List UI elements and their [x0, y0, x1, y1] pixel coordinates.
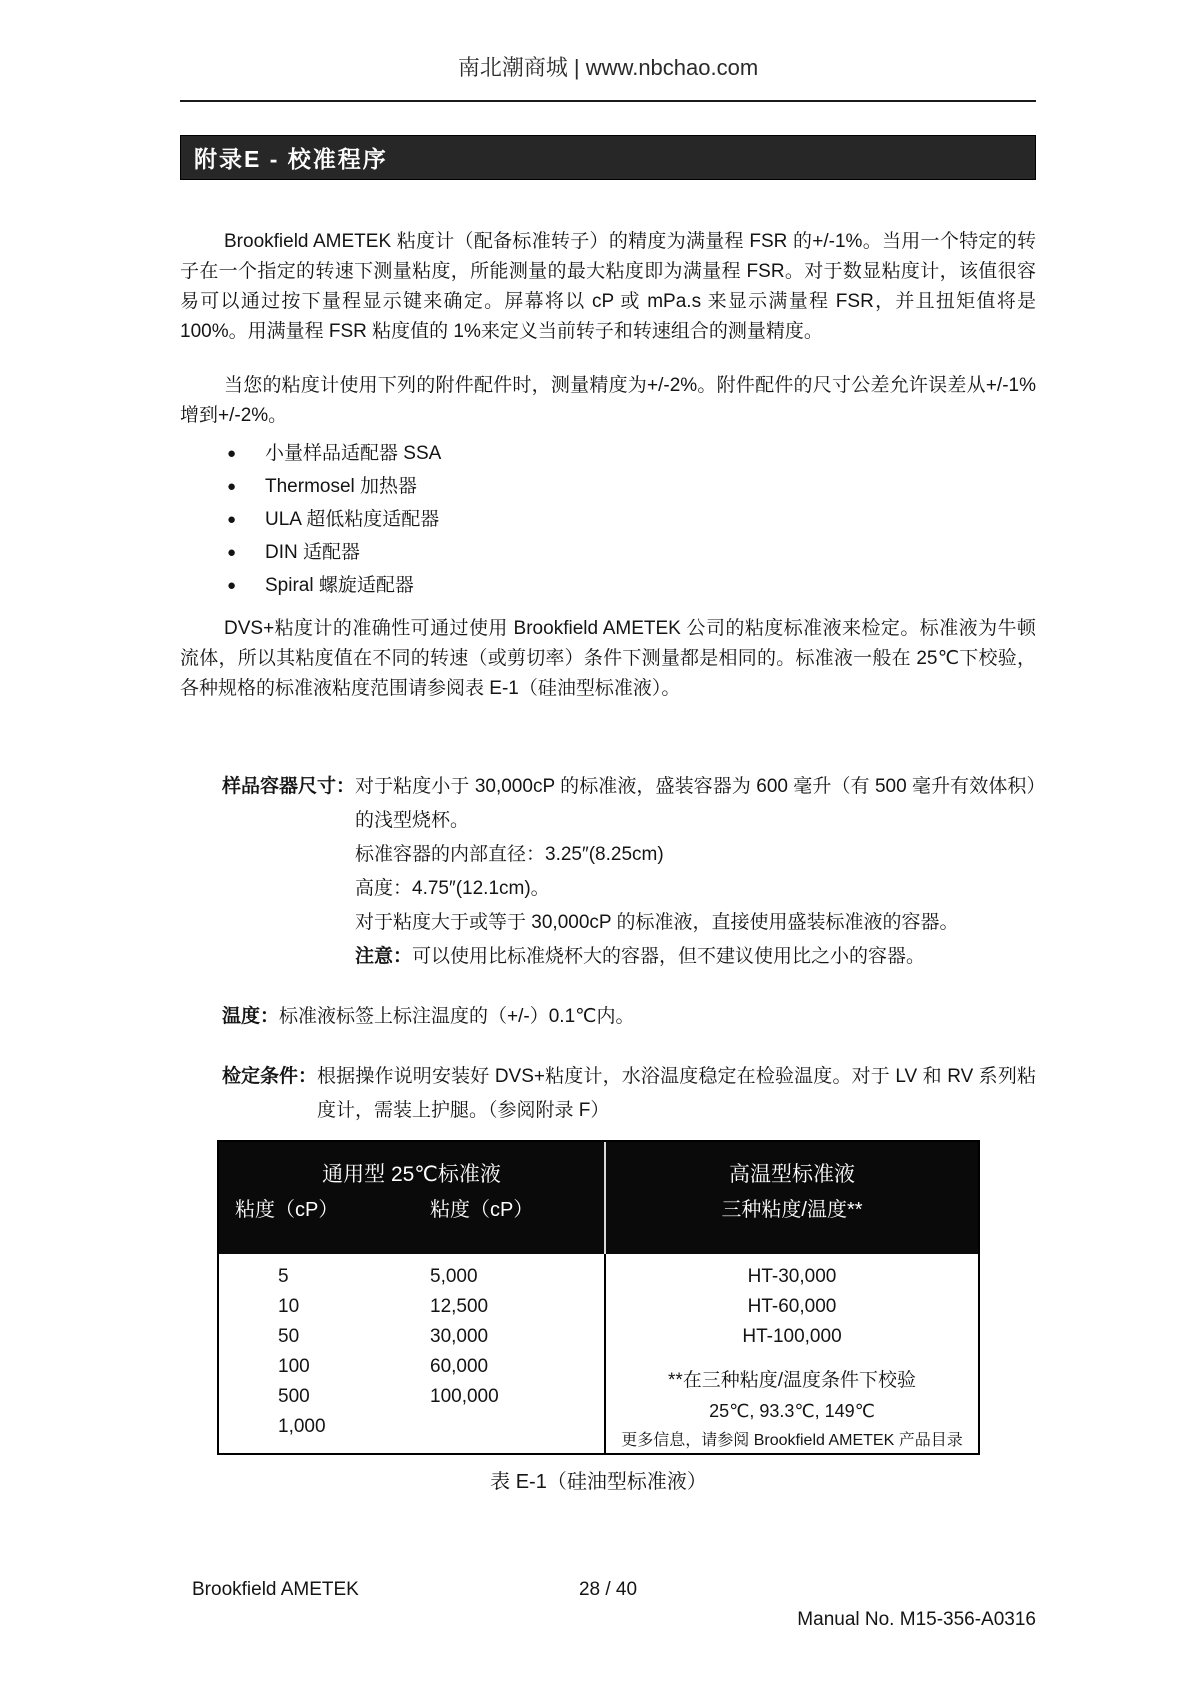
- container-line: 标准容器的内部直径：3.25″(8.25cm): [355, 844, 664, 865]
- table-cell: 500: [278, 1386, 310, 1407]
- standards-table: [217, 1140, 980, 1455]
- table-body-left: [219, 1254, 606, 1453]
- column-header: 三种粘度/温度**: [721, 1199, 863, 1221]
- temperature-label: 温度：: [222, 1006, 280, 1027]
- table-note: 25℃, 93.3℃, 149℃: [709, 1401, 875, 1421]
- table-cell: HT-30,000: [747, 1266, 837, 1287]
- list-item: ● Spiral 螺旋适配器: [180, 569, 1036, 602]
- sample-container-block: [180, 770, 1036, 974]
- table-cell: 5: [278, 1266, 289, 1287]
- appendix-banner-title: 附录E - 校准程序: [194, 146, 388, 172]
- appendix-banner: [180, 135, 1036, 180]
- sub-headers: [219, 1192, 604, 1228]
- table-cell: 60,000: [430, 1356, 489, 1377]
- list-item: ● ULA 超低粘度适配器: [180, 503, 1036, 536]
- page-content: [180, 0, 1036, 1630]
- footer-page-number: 28 / 40: [578, 1579, 638, 1600]
- site-header: 南北潮商城 | www.nbchao.com: [457, 55, 759, 80]
- table-cell: 50: [278, 1326, 300, 1347]
- table-cell: 12,500: [430, 1296, 489, 1317]
- column-header: 粘度（cP）: [430, 1199, 534, 1221]
- column-header: 通用型 25℃标准液: [322, 1163, 501, 1186]
- table-cell: 30,000: [430, 1326, 489, 1347]
- conditions-text: 根据操作说明安装好 DVS+粘度计，水浴温度稳定在检验温度。对于 LV 和 RV 系列粘度计，需装上护腿。（参阅附录 F）: [317, 1066, 1036, 1121]
- footer-manual-number: Manual No. M15-356-A0316: [797, 1609, 1036, 1630]
- table-cell: HT-60,000: [747, 1296, 837, 1317]
- viscosity-column-1: [219, 1262, 412, 1453]
- temperature-block: [180, 1000, 1036, 1034]
- page-footer: [180, 1575, 1036, 1630]
- container-line: 高度：4.75″(12.1cm)。: [355, 878, 550, 899]
- note-text: 可以使用比标准烧杯大的容器，但不建议使用比之小的容器。: [412, 946, 926, 967]
- list-item: ● 小量样品适配器 SSA: [180, 437, 1036, 470]
- table-header: [219, 1142, 978, 1254]
- sample-container-body: [355, 770, 1036, 974]
- paragraph-accuracy: Brookfield AMETEK 粘度计（配备标准转子）的精度为满量程 FSR 的+/-1%。当用一个特定的转子在一个指定的转速下测量粘度，所能测量的最大粘度即为满量程 FSR。对于数显粘度计，该值很容易可以通过按下量程显示键来确定。屏幕将以 cP 或 mPa.s 来显示满量程 FSR，并且扭矩值将是 100%。用满量程 FSR 粘度值的 1%来定义当前转子和转速组合的测量精度。: [180, 231, 1036, 342]
- paragraph-accessories-intro: 当您的粘度计使用下列的附件配件时，测量精度为+/-2%。附件配件的尺寸公差允许误差从+/-1%增到+/-2%。: [180, 375, 1036, 426]
- temperature-text: 标准液标签上标注温度的（+/-）0.1℃内。: [279, 1006, 635, 1027]
- table-header-left: [219, 1142, 606, 1254]
- table-body-right: [606, 1254, 978, 1453]
- accessories-list: [180, 437, 1036, 602]
- sample-container-label: 样品容器尺寸：: [222, 776, 356, 797]
- table-cell: 10: [278, 1296, 300, 1317]
- table-caption: 表 E-1（硅油型标准液）: [490, 1471, 707, 1493]
- table-cell: 100,000: [430, 1386, 499, 1407]
- list-item: ● Thermosel 加热器: [180, 470, 1036, 503]
- footer-company: Brookfield AMETEK: [192, 1579, 359, 1600]
- note-label: 注意：: [355, 946, 413, 967]
- table-cell: 100: [278, 1356, 310, 1377]
- table-cell: 1,000: [278, 1416, 326, 1437]
- paragraph-standards: DVS+粘度计的准确性可通过使用 Brookfield AMETEK 公司的粘度标准液来检定。标准液为牛顿流体，所以其粘度值在不同的转速（或剪切率）条件下测量都是相同的。标准液一般在 25℃下校验，各种规格的标准液粘度范围请参阅表 E-1（硅油型标准液）。: [180, 618, 1036, 699]
- list-item: ● DIN 适配器: [180, 536, 1036, 569]
- table-note: 更多信息，请参阅 Brookfield AMETEK 产品目录: [621, 1432, 963, 1449]
- table-body: [219, 1254, 978, 1453]
- column-header: 高温型标准液: [729, 1163, 855, 1186]
- container-line: 对于粘度小于 30,000cP 的标准液，盛装容器为 600 毫升（有 500 毫升有效体积）的浅型烧杯。: [355, 776, 1036, 831]
- conditions-label: 检定条件：: [222, 1066, 318, 1087]
- table-header-right: [606, 1142, 978, 1254]
- container-line: 对于粘度大于或等于 30,000cP 的标准液，直接使用盛装标准液的容器。: [355, 912, 959, 933]
- conditions-block: [180, 1060, 1036, 1128]
- table-cell: HT-100,000: [742, 1326, 842, 1347]
- viscosity-column-2: [412, 1262, 604, 1453]
- table-cell: 5,000: [430, 1266, 478, 1287]
- header-divider: [180, 100, 1036, 102]
- container-note: [355, 940, 1036, 974]
- table-note: **在三种粘度/温度条件下校验: [667, 1370, 917, 1391]
- column-header: 粘度（cP）: [235, 1199, 339, 1221]
